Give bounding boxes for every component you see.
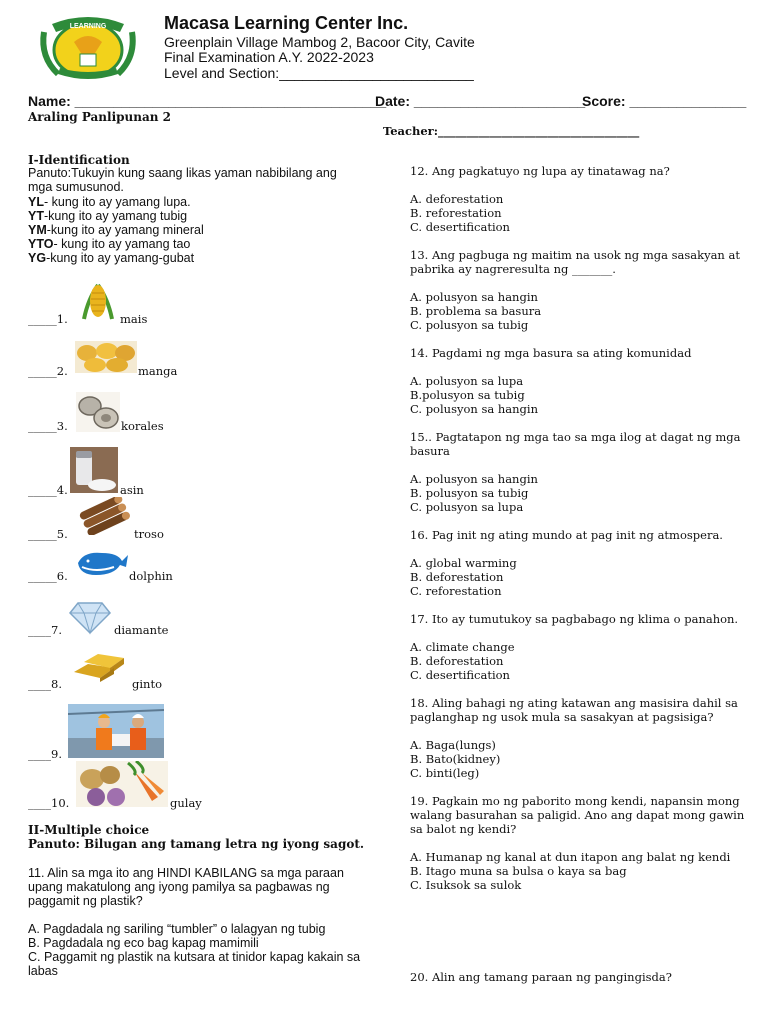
option-b[interactable]: B. problema sa basura bbox=[410, 304, 542, 318]
question-13 bbox=[410, 248, 755, 332]
question-19 bbox=[410, 794, 755, 892]
question-18 bbox=[410, 696, 755, 780]
question-text: 16. Pag init ng ating mundo at pag init ng atmospera. bbox=[410, 528, 723, 542]
school-logo bbox=[36, 12, 140, 82]
corn-icon bbox=[78, 279, 118, 323]
item-4-number[interactable]: _____4. bbox=[28, 483, 68, 497]
name-field[interactable]: Name: ________________________________________ bbox=[28, 93, 387, 109]
option-c[interactable]: C. polusyon sa hangin bbox=[410, 402, 538, 416]
question-12 bbox=[410, 164, 755, 234]
item-3-label: korales bbox=[121, 419, 164, 433]
legend bbox=[28, 195, 204, 265]
score-field[interactable]: Score: _______________ bbox=[582, 93, 747, 109]
date-field[interactable]: Date: ______________________ bbox=[375, 93, 586, 109]
option-c[interactable]: C. desertification bbox=[410, 220, 510, 234]
part2-title: II-Multiple choice bbox=[28, 823, 150, 837]
legend-item: YL- kung ito ay yamang lupa. bbox=[28, 195, 191, 209]
coral-icon bbox=[76, 392, 120, 432]
legend-item: YG-kung ito ay yamang-gubat bbox=[28, 251, 195, 265]
legend-item: YT-kung ito ay yamang tubig bbox=[28, 209, 188, 223]
option-a[interactable]: A. global warming bbox=[410, 556, 517, 570]
school-name: Macasa Learning Center Inc. bbox=[164, 13, 409, 33]
question-15 bbox=[410, 430, 755, 514]
mango-icon bbox=[75, 341, 137, 373]
teacher-field[interactable]: Teacher:___________________________________ bbox=[383, 124, 640, 138]
item-10-label: gulay bbox=[170, 796, 202, 810]
question-text: 14. Pagdami ng mga basura sa ating komunidad bbox=[410, 346, 692, 360]
item-1-number[interactable]: _____1. bbox=[28, 312, 68, 326]
option-c[interactable]: C. polusyon sa tubig bbox=[410, 318, 529, 332]
option-a[interactable]: A. polusyon sa lupa bbox=[410, 374, 524, 388]
option-a[interactable]: A. deforestation bbox=[410, 192, 504, 206]
option-a[interactable]: A. Pagdadala ng sariling “tumbler” o lalagyan ng tubig bbox=[28, 922, 326, 936]
vegetables-icon bbox=[76, 761, 168, 807]
part1-directions: Panuto:Tukuyin kung saang likas yaman nabibilang ang mga sumusunod. bbox=[28, 166, 337, 194]
option-b[interactable]: B. deforestation bbox=[410, 570, 504, 584]
item-1-label: mais bbox=[120, 312, 148, 326]
logo-text: LEARNING bbox=[69, 23, 107, 30]
item-6-label: dolphin bbox=[129, 569, 173, 583]
option-b[interactable]: B. Itago muna sa bulsa o kaya sa bag bbox=[410, 864, 627, 878]
subject: Araling Panlipunan 2 bbox=[28, 110, 172, 124]
item-6-number[interactable]: _____6. bbox=[28, 569, 68, 583]
dolphin-icon bbox=[74, 545, 128, 579]
option-b[interactable]: B.polusyon sa tubig bbox=[410, 388, 525, 402]
item-7-label: diamante bbox=[114, 623, 169, 637]
item-8-label: ginto bbox=[132, 677, 162, 691]
question-16 bbox=[410, 528, 755, 598]
question-17 bbox=[410, 612, 755, 682]
item-9-number[interactable]: ____9. bbox=[28, 747, 62, 761]
option-c[interactable]: C. binti(leg) bbox=[410, 766, 480, 780]
option-c[interactable]: C. Isuksok sa sulok bbox=[410, 878, 522, 892]
part2-directions: Panuto: Bilugan ang tamang letra ng iyong sagot. bbox=[28, 837, 365, 851]
question-text: 11. Alin sa mga ito ang HINDI KABILANG sa mga paraan upang makatulong ang iyong pamilya sa pagbawas ng paggamit ng plastik? bbox=[28, 866, 344, 908]
option-a[interactable]: A. climate change bbox=[410, 640, 515, 654]
legend-item: YTO- kung ito ay yamang tao bbox=[28, 237, 191, 251]
option-b[interactable]: B. Pagdadala ng eco bag kapag mamimili bbox=[28, 936, 259, 950]
item-4-label: asin bbox=[120, 483, 144, 497]
option-a[interactable]: A. polusyon sa hangin bbox=[410, 290, 538, 304]
item-8-number[interactable]: ____8. bbox=[28, 677, 62, 691]
question-text: 18. Aling bahagi ng ating katawan ang masisira dahil sa paglanghap ng usok mula sa sasakyan at pagsisiga? bbox=[410, 696, 738, 724]
option-a[interactable]: A. polusyon sa hangin bbox=[410, 472, 538, 486]
log-icon bbox=[76, 497, 132, 535]
item-5-label: troso bbox=[134, 527, 164, 541]
item-5-number[interactable]: _____5. bbox=[28, 527, 68, 541]
right-column-questions bbox=[410, 164, 755, 906]
level-section-field[interactable]: Level and Section:_________________________ bbox=[164, 65, 474, 81]
question-text: 17. Ito ay tumutukoy sa pagbabago ng klima o panahon. bbox=[410, 612, 739, 626]
option-a[interactable]: A. Humanap ng kanal at dun itapon ang balat ng kendi bbox=[410, 850, 731, 864]
option-c[interactable]: C. reforestation bbox=[410, 584, 502, 598]
option-c[interactable]: C. polusyon sa lupa bbox=[410, 500, 524, 514]
option-b[interactable]: B. deforestation bbox=[410, 654, 504, 668]
question-11 bbox=[28, 866, 363, 978]
option-b[interactable]: B. reforestation bbox=[410, 206, 502, 220]
option-b[interactable]: B. polusyon sa tubig bbox=[410, 486, 529, 500]
exam-title: Final Examination A.Y. 2022-2023 bbox=[164, 49, 374, 65]
diamond-icon bbox=[68, 597, 112, 635]
question-20: 20. Alin ang tamang paraan ng pangingisda? bbox=[410, 970, 672, 984]
option-b[interactable]: B. Bato(kidney) bbox=[410, 752, 501, 766]
salt-icon bbox=[70, 447, 118, 493]
item-3-number[interactable]: _____3. bbox=[28, 419, 68, 433]
item-2-number[interactable]: _____2. bbox=[28, 364, 68, 378]
item-7-number[interactable]: ____7. bbox=[28, 623, 62, 637]
question-text: 12. Ang pagkatuyo ng lupa ay tinatawag na? bbox=[410, 164, 670, 178]
option-a[interactable]: A. Baga(lungs) bbox=[410, 738, 496, 752]
question-text: 19. Pagkain mo ng paborito mong kendi, napansin mong walang basurahan sa paligid. Ano ang dapat mong gawin sa balot ng kendi? bbox=[410, 794, 745, 836]
option-c[interactable]: C. Paggamit ng plastik na kutsara at tinidor kapag kakain sa labas bbox=[28, 950, 361, 978]
question-text: 13. Ang pagbuga ng maitim na usok ng mga sasakyan at pabrika ay nagreresulta ng _______. bbox=[410, 248, 740, 276]
question-14 bbox=[410, 346, 755, 416]
legend-item: YM-kung ito ay yamang mineral bbox=[28, 223, 204, 237]
item-10-number[interactable]: ____10. bbox=[28, 796, 70, 810]
workers-photo-icon bbox=[68, 704, 164, 758]
option-c[interactable]: C. desertification bbox=[410, 668, 510, 682]
question-text: 15.. Pagtatapon ng mga tao sa mga ilog at dagat ng mga basura bbox=[410, 430, 741, 458]
school-address: Greenplain Village Mambog 2, Bacoor City, Cavite bbox=[164, 34, 475, 50]
item-2-label: manga bbox=[138, 364, 178, 378]
gold-bar-icon bbox=[70, 648, 130, 684]
part1-title: I-Identification bbox=[28, 153, 130, 167]
